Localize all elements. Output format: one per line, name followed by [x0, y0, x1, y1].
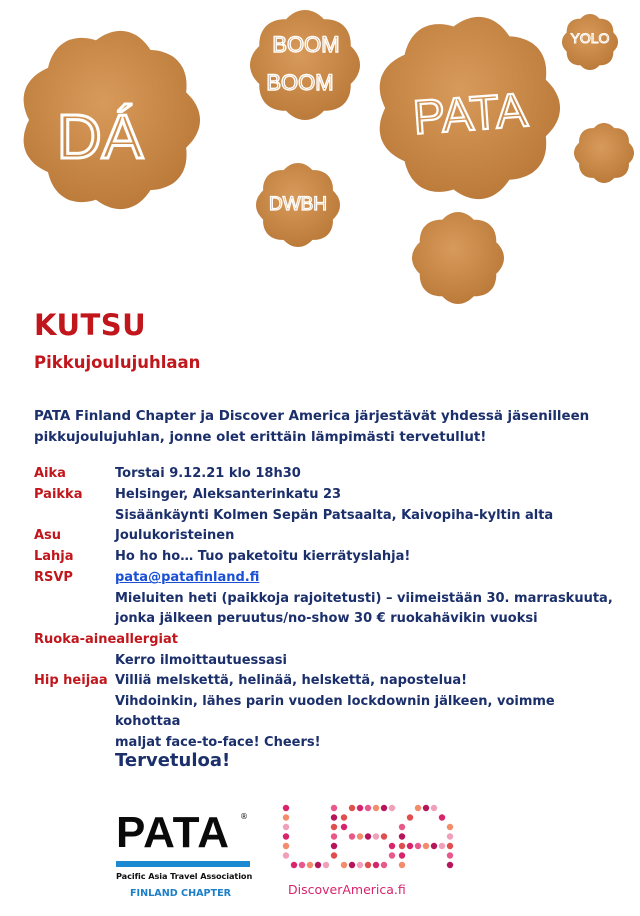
- usa-logo-dot: [331, 833, 337, 839]
- usa-logo-dot: [399, 862, 405, 868]
- usa-logo-dot: [431, 805, 437, 811]
- usa-logo-dot: [283, 814, 289, 820]
- cookie-boom-text-2: BOOM: [266, 70, 334, 95]
- usa-logo-dot: [389, 805, 395, 811]
- usa-logo-dot: [357, 833, 363, 839]
- usa-logo-dot: [423, 805, 429, 811]
- detail-row-rsvp: [34, 568, 624, 630]
- detail-row-place: [34, 485, 624, 526]
- usa-logo-dot: [399, 843, 405, 849]
- usa-logo-dot: [331, 805, 337, 811]
- detail-value: Vihdoinkin, lähes parin vuoden lockdownin jälkeen, voimme kohottaa: [115, 693, 555, 730]
- cookie-boom-text-1: BOOM: [272, 32, 340, 57]
- event-details: [34, 464, 624, 754]
- usa-logo-dot: [331, 824, 337, 830]
- usa-logo-dot: [349, 862, 355, 868]
- detail-row-allergies: [34, 630, 624, 671]
- usa-logo-dot: [447, 852, 453, 858]
- detail-value: Villiä melskettä, helinää, helskettä, napostelua!: [115, 673, 468, 689]
- usa-logo-dot: [447, 843, 453, 849]
- detail-value: jonka jälkeen peruutus/no-show 30 € ruokahävikin vuoksi: [115, 611, 538, 627]
- usa-logo-dot: [341, 824, 347, 830]
- usa-logo-dot: [407, 814, 413, 820]
- usa-logo-dot: [381, 805, 387, 811]
- invitation-subtitle: Pikkujoulujuhlaan: [34, 353, 201, 372]
- usa-logo-dot: [407, 843, 413, 849]
- discover-america-caption: DiscoverAmerica.fi: [288, 882, 406, 897]
- usa-logo-dot: [415, 843, 421, 849]
- detail-value: Torstai 9.12.21 klo 18h30: [115, 466, 301, 481]
- cookie-small-right-shape: [574, 123, 634, 183]
- detail-value: maljat face-to-face! Cheers!: [115, 734, 321, 750]
- cookie-pata-text: PATA: [411, 84, 530, 145]
- usa-logo-dot: [341, 814, 347, 820]
- usa-logo-dot: [439, 814, 445, 820]
- usa-logo-dot: [399, 833, 405, 839]
- detail-value: Mieluiten heti (paikkoja rajoitetusti) – viimeistään 30. marraskuuta,: [115, 590, 613, 606]
- usa-logo-dot: [447, 862, 453, 868]
- usa-logo-dot: [399, 824, 405, 830]
- detail-label: Paikka: [34, 487, 83, 502]
- invitation-title: KUTSU: [34, 308, 147, 342]
- usa-logo-dot: [323, 862, 329, 868]
- pata-logo-bar: [116, 861, 250, 867]
- usa-logo-dot: [283, 824, 289, 830]
- invitation-intro: PATA Finland Chapter ja Discover America järjestävät yhdessä jäsenilleen pikkujoulujuhlan, jonne olet erittäin lämpimästi tervetullut!: [34, 409, 590, 445]
- pata-full-name: Pacific Asia Travel Association: [116, 871, 253, 881]
- discover-america-logo: [280, 800, 460, 905]
- detail-value: Joulukoristeinen: [115, 528, 235, 544]
- usa-logo-dot: [341, 862, 347, 868]
- usa-logo-dot: [283, 852, 289, 858]
- usa-logo-dot: [349, 833, 355, 839]
- usa-logo-dot: [373, 833, 379, 839]
- cookie-boom-shape: [250, 10, 360, 120]
- pata-chapter-name: FINLAND CHAPTER: [130, 888, 232, 899]
- pata-logo-wordmark: PATA: [116, 808, 230, 857]
- usa-dot-wordmark: [280, 800, 460, 878]
- usa-logo-dot: [283, 805, 289, 811]
- usa-logo-dot: [357, 862, 363, 868]
- usa-logo-dot: [381, 833, 387, 839]
- usa-logo-dot: [415, 805, 421, 811]
- usa-logo-dot: [331, 843, 337, 849]
- detail-label: Lahja: [34, 549, 74, 565]
- pata-registered-mark: ®: [240, 812, 248, 821]
- usa-logo-dot: [357, 805, 363, 811]
- usa-logo-dot: [447, 833, 453, 839]
- usa-logo-dot: [365, 805, 371, 811]
- detail-row-hip-heijaa: [34, 671, 624, 753]
- detail-label: Asu: [34, 528, 62, 544]
- cookie-dwbh-text: DWBH: [268, 194, 328, 215]
- pata-finland-logo: [112, 808, 262, 908]
- usa-logo-dot: [283, 843, 289, 849]
- usa-logo-dot: [439, 843, 445, 849]
- closing-greeting: Tervetuloa!: [115, 750, 231, 771]
- detail-label: Hip heijaa: [34, 673, 108, 689]
- gingerbread-cookies-illustration: [0, 0, 640, 310]
- detail-row-time: [34, 464, 624, 485]
- usa-logo-dot: [349, 805, 355, 811]
- detail-row-dress: [34, 526, 624, 547]
- detail-value: Ho ho ho… Tuo paketoitu kierrätyslahja!: [115, 549, 411, 565]
- cookie-da-text: DÁ: [56, 103, 144, 172]
- usa-logo-dot: [447, 824, 453, 830]
- usa-logo-dot: [283, 833, 289, 839]
- detail-value: Helsinger, Aleksanterinkatu 23: [115, 487, 342, 502]
- usa-logo-dot: [389, 852, 395, 858]
- usa-logo-dot: [299, 862, 305, 868]
- usa-logo-dot: [373, 805, 379, 811]
- usa-logo-dot: [381, 862, 387, 868]
- detail-label: Aika: [34, 466, 66, 481]
- detail-value: Kerro ilmoittautuessasi: [115, 652, 287, 668]
- usa-logo-dot: [331, 814, 337, 820]
- usa-logo-dot: [331, 852, 337, 858]
- usa-logo-dot: [307, 862, 313, 868]
- usa-logo-dot: [315, 862, 321, 868]
- usa-logo-dot: [373, 862, 379, 868]
- detail-label: RSVP: [34, 570, 73, 586]
- detail-label: Ruoka-aineallergiat: [34, 631, 178, 647]
- usa-logo-dot: [399, 852, 405, 858]
- usa-logo-dot: [423, 843, 429, 849]
- usa-logo-dot: [291, 862, 297, 868]
- detail-value: Sisäänkäynti Kolmen Sepän Patsaalta, Kaivopiha-kyltin alta: [115, 507, 554, 523]
- cookie-yolo-text: YOLO: [570, 30, 610, 46]
- detail-row-gift: [34, 547, 624, 568]
- cookie-bottom-shape: [412, 212, 504, 304]
- usa-logo-dot: [365, 862, 371, 868]
- usa-logo-dot: [389, 843, 395, 849]
- usa-logo-dot: [365, 833, 371, 839]
- usa-logo-dot: [431, 843, 437, 849]
- rsvp-email-link[interactable]: pata@patafinland.fi: [115, 570, 260, 586]
